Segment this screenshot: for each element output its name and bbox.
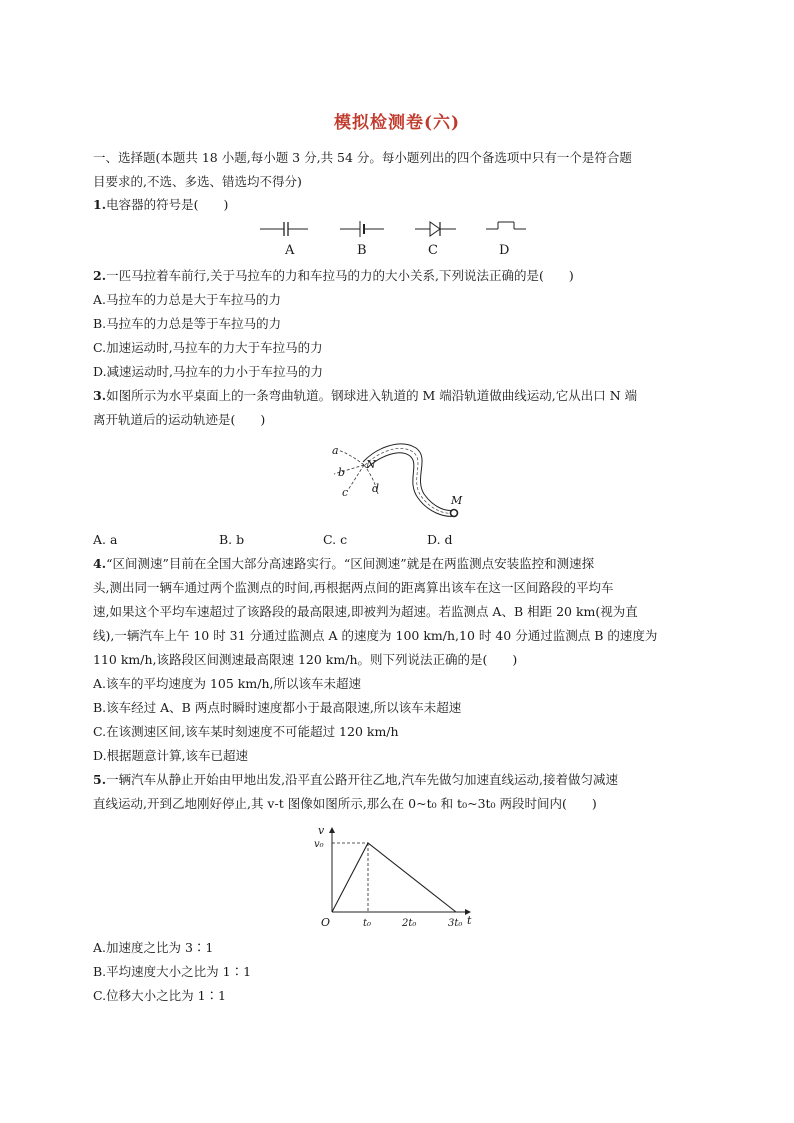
option-2b: B.马拉车的力总是等于车拉马的力 bbox=[93, 316, 282, 331]
trajectory-label-c: c bbox=[342, 486, 349, 499]
option-3d: D. d bbox=[427, 532, 453, 547]
symbol-b-cell-icon bbox=[340, 221, 384, 237]
question-stem: 如图所示为水平桌面上的一条弯曲轨道。钢球进入轨道的 M 端沿轨道做曲线运动,它从出口 N 端 bbox=[106, 388, 638, 403]
question-number: 3. bbox=[93, 388, 107, 403]
trajectory-label-a: a bbox=[332, 444, 339, 457]
question-stem: 电容器的符号是( ) bbox=[106, 197, 229, 212]
track-centerline bbox=[365, 448, 456, 513]
question-number: 5. bbox=[93, 772, 107, 787]
page-title: 模拟检测卷(六) bbox=[333, 113, 461, 133]
trajectory-a bbox=[338, 450, 364, 465]
axis-label-t: t bbox=[467, 914, 472, 927]
symbol-a-capacitor-icon bbox=[260, 222, 308, 236]
question-stem: 一匹马拉着车前行,关于马拉车的力和车拉马的力的大小关系,下列说法正确的是( ) bbox=[106, 268, 574, 283]
question-number: 2. bbox=[93, 268, 107, 283]
tick-label-3t0: 3t₀ bbox=[448, 918, 463, 929]
question-1 bbox=[93, 197, 228, 213]
section-heading-line2: 目要求的,不选、多选、错选均不得分) bbox=[93, 174, 302, 189]
option-4b: B.该车经过 A、B 两点时瞬时速度都小于最高限速,所以该车未超速 bbox=[93, 700, 462, 715]
symbol-label-a: A bbox=[285, 243, 295, 258]
question-4-line3: 速,如果这个平均车速超过了该路段的最高限速,即被判为超速。若监测点 A、B 相距 20 km(视为直 bbox=[93, 604, 638, 619]
question-number: 1. bbox=[93, 197, 107, 212]
capacitor-symbols-figure bbox=[260, 218, 530, 242]
option-4a: A.该车的平均速度为 105 km/h,所以该车未超速 bbox=[93, 676, 361, 691]
option-5a: A.加速度之比为 3∶1 bbox=[93, 940, 214, 955]
option-4d: D.根据题意计算,该车已超速 bbox=[93, 748, 249, 763]
tick-label-t0: t₀ bbox=[363, 918, 372, 929]
v-t-graph-figure bbox=[312, 824, 482, 934]
option-5b: B.平均速度大小之比为 1∶1 bbox=[93, 964, 252, 979]
question-stem-line1: “区间测速”目前在全国大部分高速路实行。“区间测速”就是在两监测点安装监控和测速探 bbox=[106, 556, 595, 571]
option-2a: A.马拉车的力总是大于车拉马的力 bbox=[93, 292, 282, 307]
point-label-m: M bbox=[451, 494, 463, 507]
steel-ball-icon bbox=[451, 510, 458, 517]
symbol-label-c: C bbox=[428, 243, 438, 258]
velocity-line bbox=[332, 843, 456, 912]
symbol-label-b: B bbox=[357, 243, 367, 258]
trajectory-label-b: b bbox=[338, 466, 346, 479]
trajectory-c bbox=[348, 465, 364, 490]
section-heading-line1: 一、选择题(本题共 18 小题,每小题 3 分,共 54 分。每小题列出的四个备选项中只有一个是符合题 bbox=[93, 150, 632, 165]
question-4 bbox=[93, 556, 594, 572]
tick-label-v0: v₀ bbox=[314, 839, 324, 850]
option-3b: B. b bbox=[219, 532, 245, 547]
question-5 bbox=[93, 772, 618, 788]
question-5-line2: 直线运动,开到乙地刚好停止,其 v-t 图像如图所示,那么在 0~t₀ 和 t₀~3t₀ 两段时间内( ) bbox=[93, 796, 597, 811]
track-outer-wall bbox=[363, 444, 456, 511]
origin-label: O bbox=[321, 916, 331, 929]
question-number: 4. bbox=[93, 556, 107, 571]
option-4c: C.在该测速区间,该车某时刻速度不可能超过 120 km/h bbox=[93, 724, 399, 739]
point-label-n: N bbox=[366, 458, 376, 471]
curved-track-figure bbox=[320, 434, 470, 526]
question-4-line2: 头,测出同一辆车通过两个监测点的时间,再根据两点间的距离算出该车在这一区间路段的平均车 bbox=[93, 580, 614, 595]
track-inner-wall bbox=[367, 453, 456, 517]
option-2d: D.减速运动时,马拉车的力小于车拉马的力 bbox=[93, 364, 324, 379]
question-2 bbox=[93, 268, 574, 284]
symbol-label-d: D bbox=[499, 243, 510, 258]
trajectory-label-d: d bbox=[372, 482, 380, 495]
question-4-line5: 110 km/h,该路段区间测速最高限速 120 km/h。则下列说法正确的是( ) bbox=[93, 652, 518, 667]
question-4-line4: 线),一辆汽车上午 10 时 31 分通过监测点 A 的速度为 100 km/h,10 时 40 分通过监测点 B 的速度为 bbox=[93, 628, 658, 643]
option-3c: C. c bbox=[323, 532, 348, 547]
question-3 bbox=[93, 388, 637, 404]
question-3-cont: 离开轨道后的运动轨迹是( ) bbox=[93, 412, 266, 427]
axis-label-v: v bbox=[318, 824, 325, 837]
tick-label-2t0: 2t₀ bbox=[402, 918, 417, 929]
option-5c: C.位移大小之比为 1∶1 bbox=[93, 988, 226, 1003]
option-2c: C.加速运动时,马拉车的力大于车拉马的力 bbox=[93, 340, 323, 355]
symbol-d-switch-icon bbox=[486, 222, 526, 229]
option-3a: A. a bbox=[93, 532, 118, 547]
question-stem-line1: 一辆汽车从静止开始由甲地出发,沿平直公路开往乙地,汽车先做匀加速直线运动,接着做匀减速 bbox=[106, 772, 618, 787]
symbol-c-diode-icon bbox=[415, 222, 456, 236]
